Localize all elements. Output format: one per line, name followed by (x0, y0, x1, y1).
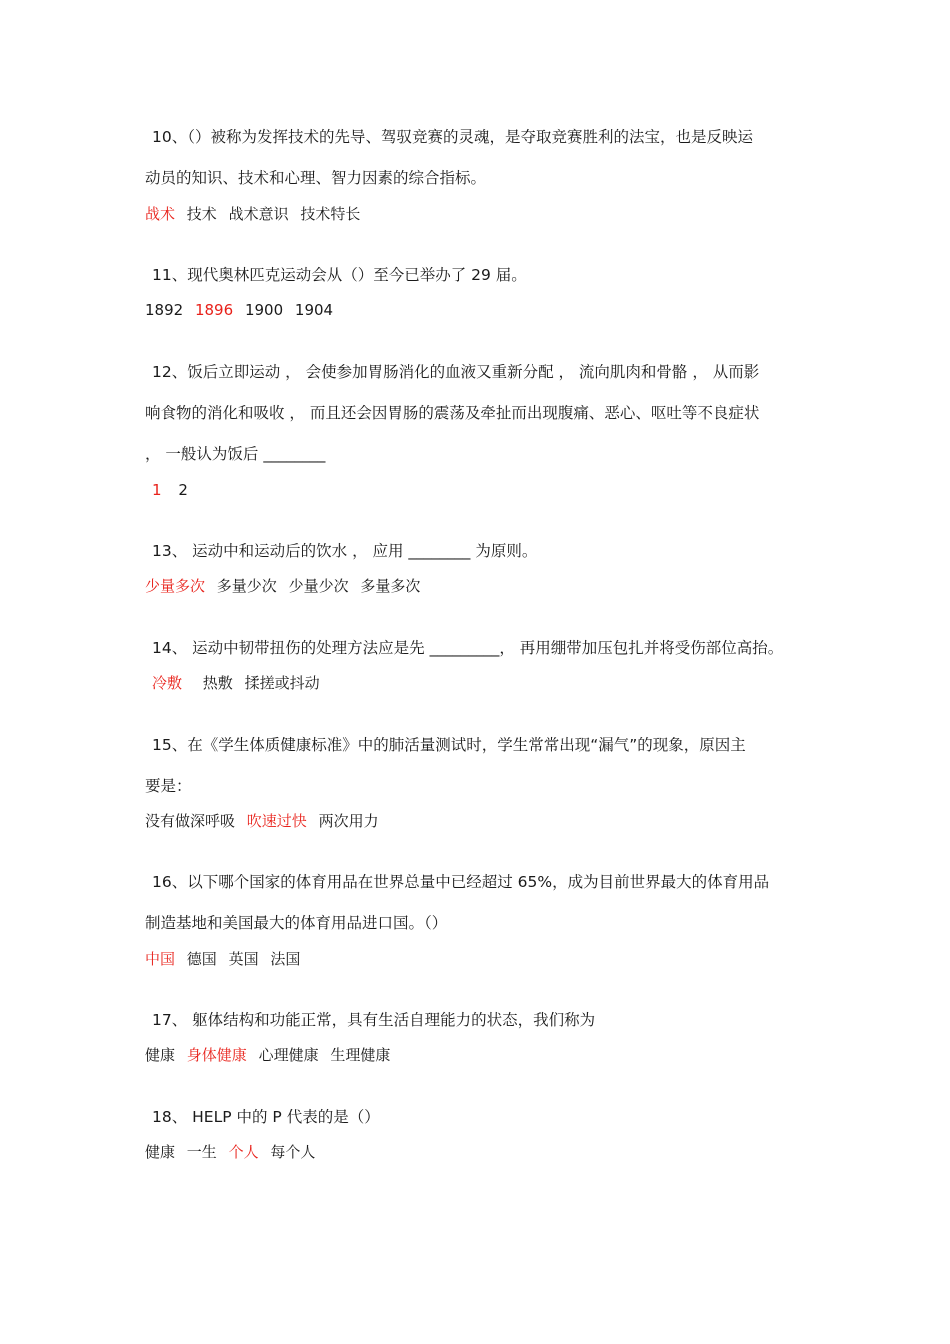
option: 两次用力 (318, 812, 379, 830)
question-11-line-1: 11、现代奥林匹克运动会从（）至今已举办了 29 届。 (152, 266, 527, 284)
answer-options-14 (152, 673, 327, 693)
answer-options-16 (145, 949, 307, 969)
option: 热敷 (202, 674, 233, 692)
option: 技术特长 (300, 205, 361, 223)
option: 1904 (294, 301, 334, 319)
answer-options-18 (145, 1142, 322, 1162)
option: 1900 (244, 301, 284, 319)
option: 法国 (270, 950, 301, 968)
question-10-line-2: 动员的知识、技术和心理、智力因素的综合指标。 (145, 169, 487, 187)
question-13-line-1: 13、 运动中和运动后的饮水 ， 应用 ________ 为原则。 (152, 542, 538, 560)
question-17-line-1: 17、 躯体结构和功能正常，具有生活自理能力的状态，我们称为 (152, 1011, 596, 1029)
question-16-line-1: 16、以下哪个国家的体育用品在世界总量中已经超过 65%，成为目前世界最大的体育用品 (152, 873, 770, 891)
answer-options-13 (145, 576, 427, 596)
option: 2 (178, 481, 188, 499)
option: 1892 (145, 301, 184, 319)
option-correct: 1 (152, 481, 162, 499)
option: 心理健康 (258, 1046, 319, 1064)
option: 少量少次 (288, 577, 349, 595)
option: 战术意识 (228, 205, 289, 223)
option: 多量少次 (216, 577, 277, 595)
option: 揉搓或抖动 (244, 674, 320, 692)
option: 多量多次 (360, 577, 421, 595)
option-correct: 中国 (145, 950, 176, 968)
option-correct: 1896 (194, 301, 234, 319)
option: 英国 (228, 950, 259, 968)
option: 德国 (186, 950, 217, 968)
question-10-line-1: 10、（）被称为发挥技术的先导、驾驭竞赛的灵魂，是夺取竞赛胜利的法宝，也是反映运 (152, 128, 753, 146)
option: 生理健康 (330, 1046, 391, 1064)
option-correct: 冷敷 (152, 674, 183, 692)
question-12-line-2: 响食物的消化和吸收 ， 而且还会因胃肠的震荡及牵扯而出现腹痛、恶心、呕吐等不良症状 (145, 404, 760, 422)
option: 每个人 (270, 1143, 316, 1161)
answer-options-10 (145, 204, 367, 224)
question-16-line-2: 制造基地和美国最大的体育用品进口国。（） (145, 914, 448, 932)
option-correct: 少量多次 (145, 577, 206, 595)
answer-options-15 (145, 811, 386, 831)
question-15-line-1: 15、在《学生体质健康标准》中的肺活量测试时，学生常常出现“漏气”的现象，原因主 (152, 736, 746, 754)
option-correct: 战术 (145, 205, 176, 223)
answer-options-12 (152, 480, 195, 500)
option: 没有做深呼吸 (145, 812, 236, 830)
option: 健康 (145, 1143, 176, 1161)
option-correct: 身体健康 (186, 1046, 247, 1064)
option-correct: 吹速过快 (246, 812, 307, 830)
option: 一生 (186, 1143, 217, 1161)
question-15-line-2: 要是： (145, 777, 192, 795)
answer-options-17 (145, 1045, 397, 1065)
question-12-line-3: ， 一般认为饭后 ________ (145, 445, 326, 463)
option: 健康 (145, 1046, 176, 1064)
question-18-line-1: 18、 HELP 中的 P 代表的是（） (152, 1108, 380, 1126)
question-12-line-1: 12、饭后立即运动 ， 会使参加胃肠消化的血液又重新分配 ， 流向肌肉和骨骼 ， 从而影 (152, 363, 760, 381)
option-correct: 个人 (228, 1143, 259, 1161)
option: 技术 (186, 205, 217, 223)
question-14-line-1: 14、 运动中韧带扭伤的处理方法应是先 _________， 再用绷带加压包扎并将受伤部位高抬。 (152, 639, 784, 657)
answer-options-11 (145, 300, 340, 320)
